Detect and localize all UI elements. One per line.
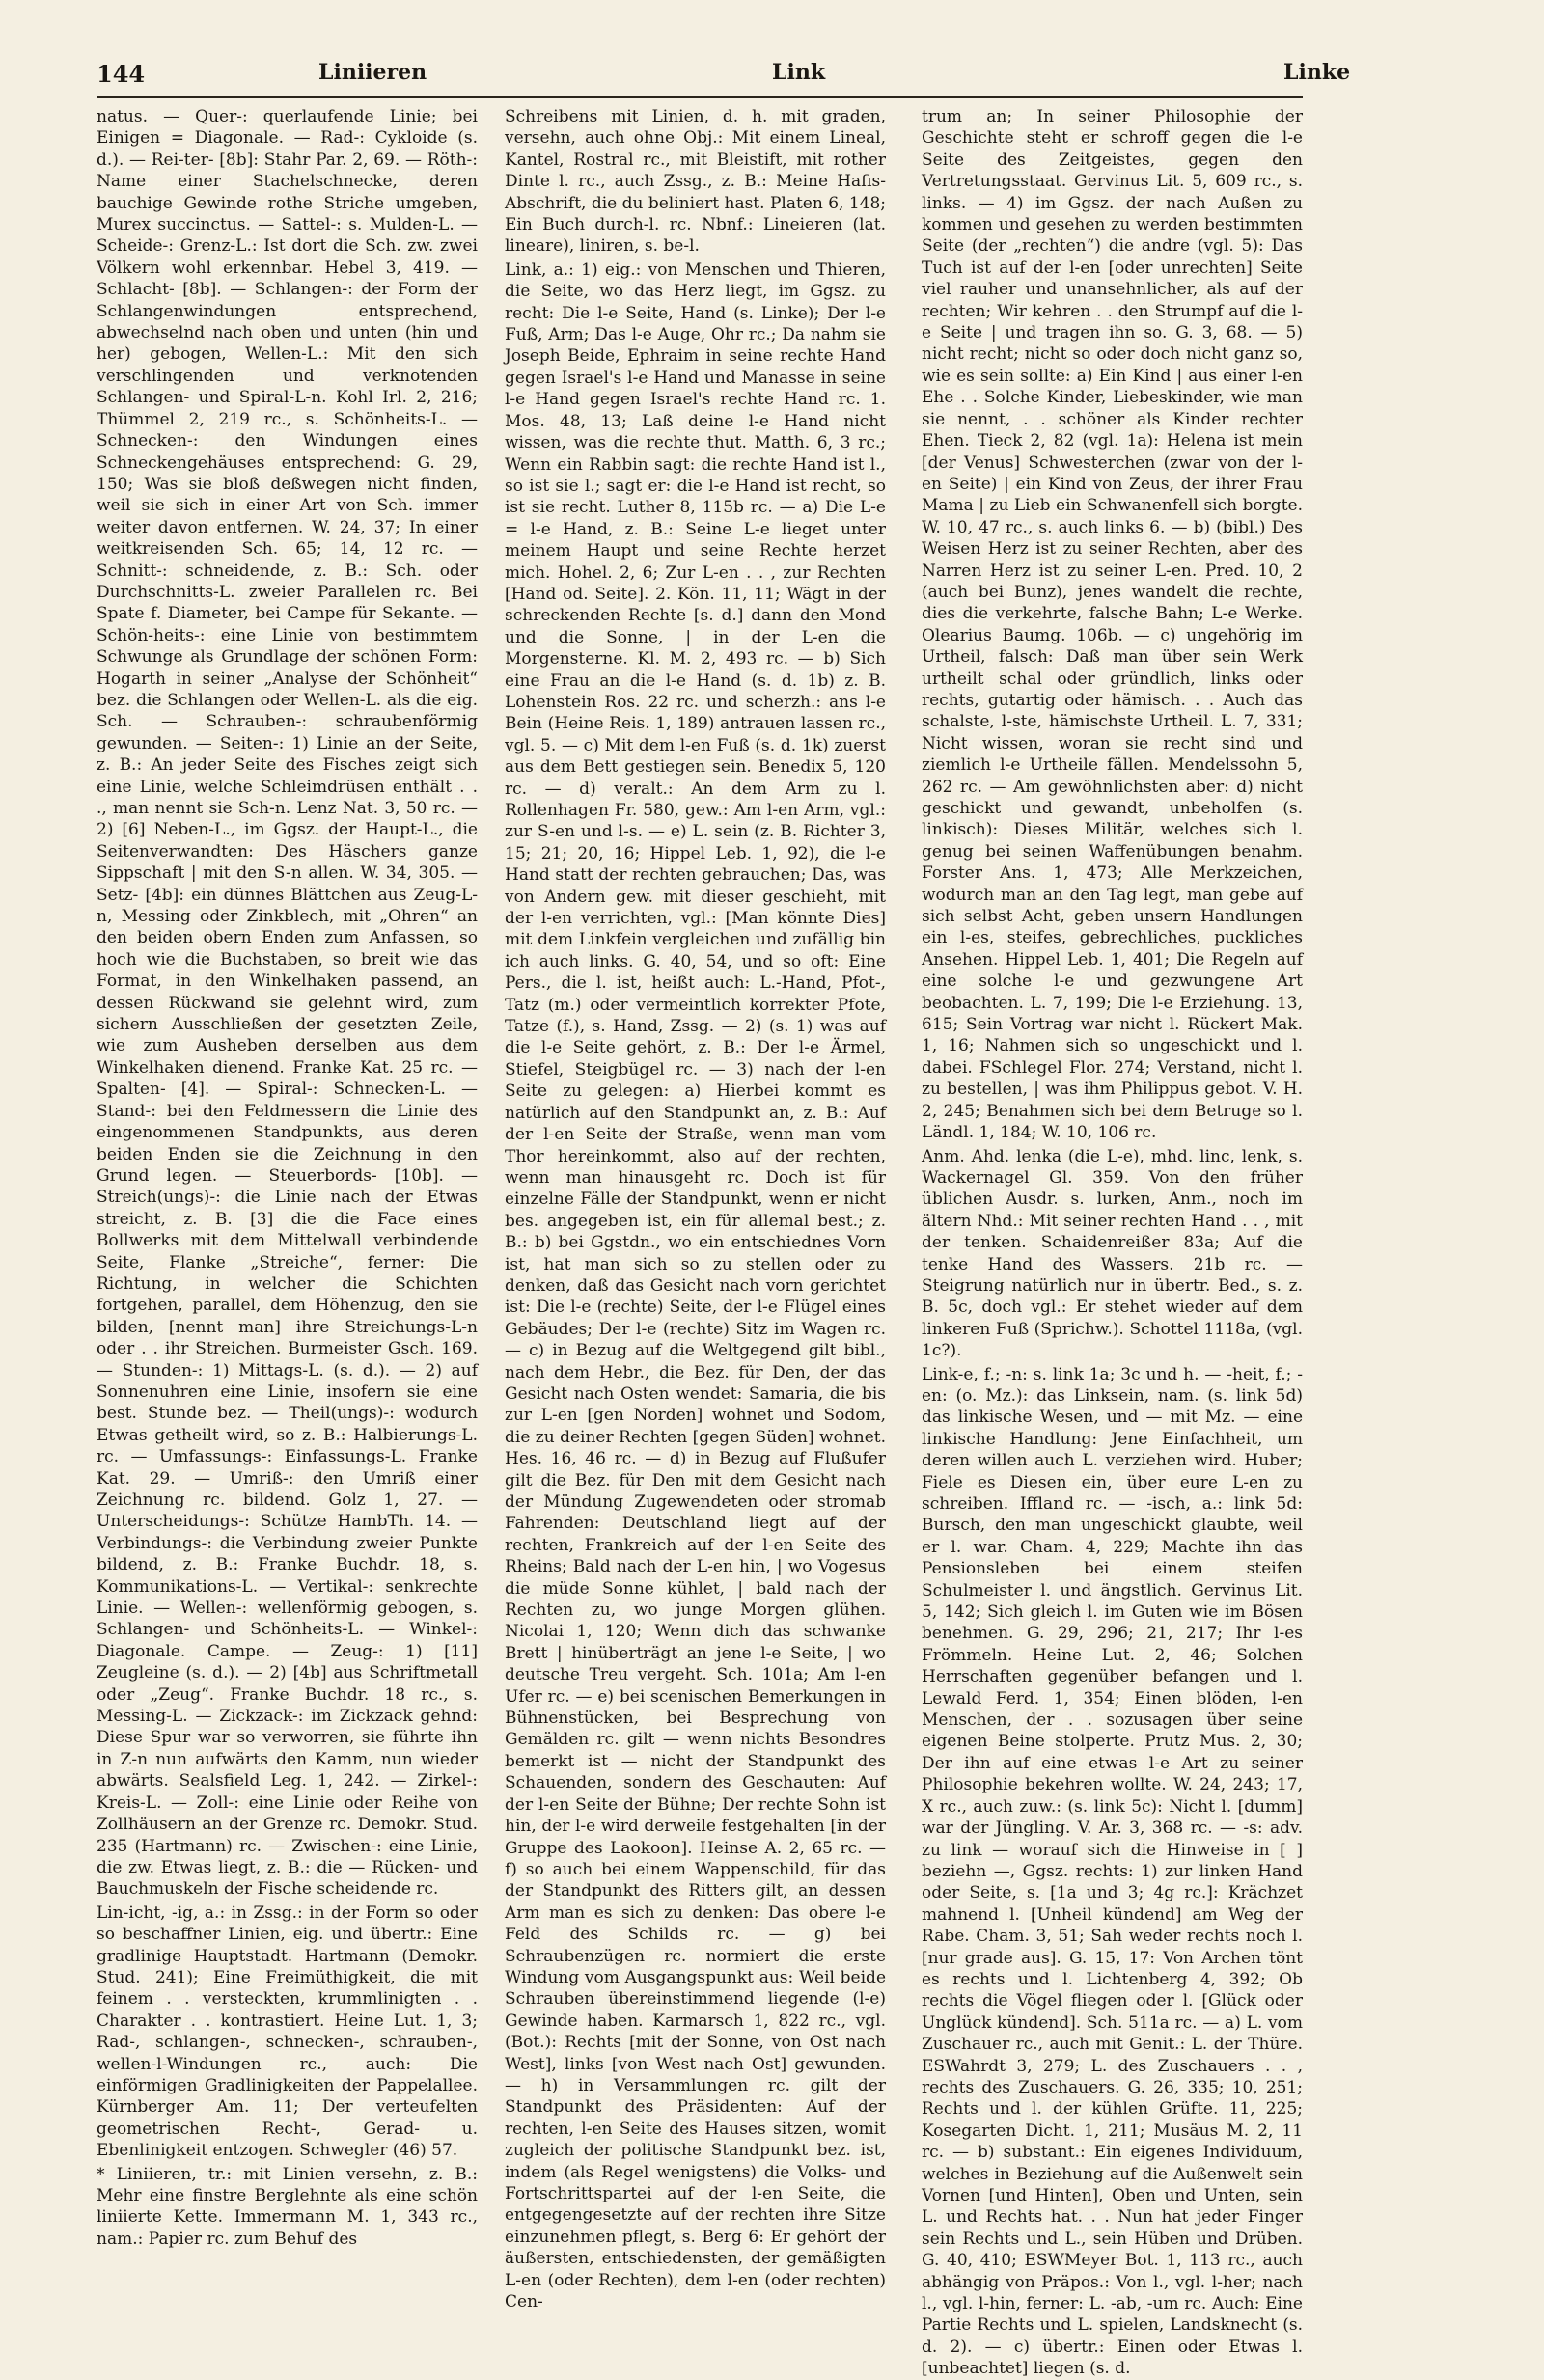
entry-liniieren-continued: Schreibens mit Linien, d. h. mit graden, versehn, auch ohne Obj.: Mit einem Lineal, Kantel, Rostral rc., mit Bleistift, mit rother Dinte l. rc., auch Zssg., z. B.: Meine Hafis-Abschrift, die du beliniert hast. Platen 6, 148; Ein Buch durch-l. rc. Nbnf.: Lineieren (lat. lineare), liniren, s. be-l. <box>505 107 886 257</box>
column-2 <box>505 106 886 2312</box>
entry-linicht: Lin-icht, -ig, a.: in Zssg.: in der Form so oder so beschaffner Linien, eig. und übertr.: Eine gradlinige Hauptstadt. Hartmann (Demokr. Stud. 241); Eine Freimüthigkeit, die mit feinem . . versteckten, krummlinigten . . Charakter . . kontrastiert. Heine Lut. 1, 3; Rad-, schlangen-, schnecken-, schrauben-, wellen-l-Windungen rc., auch: Die einförmigen Gradlinigkeiten der Pappelallee. Kürnberger Am. 11; Der verteufelten geometrischen Recht-, Gerad- u. Ebenlinigkeit entzogen. Schwegler (46) 57. <box>96 1902 478 2161</box>
header-rule <box>96 96 1303 98</box>
entry-linke: Link-e, f.; -n: s. link 1a; 3c und h. — -heit, f.; -en: (o. Mz.): das Linksein, nam. (s. link 5d) das linkische Wesen, und — mit Mz. — eine linkische Handlung: Jene Einfachheit, um deren willen auch L. verziehen wird. Huber; Fiele es Diesen ein, über eure L-en zu schreiben. Iffland rc. — -isch, a.: link 5d: Bursch, den man ungeschickt glaubte, weil er l. war. Cham. 4, 229; Machte ihn das Pensionsleben bei einem steifen Schulmeister l. und ängstlich. Gervinus Lit. 5, 142; Sich gleich l. im Guten wie im Bösen benehmen. G. 29, 296; 21, 217; Ihr l-es Frömmeln. Heine Lut. 2, 46; Solchen Herrschaften gegenüber befangen und l. Lewald Ferd. 1, 354; Einen blöden, l-en Menschen, der . . sozusagen über seine eigenen Beine stolperte. Prutz Mus. 2, 30; Der ihn auf eine etwas l-e Art zu seiner Philosophie bekehren wollte. W. 24, 243; 17, X rc., auch zuw.: (s. link 5c): Nicht l. [dumm] war der Jüngling. V. Ar. 3, 368 rc. — -s: adv. zu link — worauf sich die Hinweise in [ ] beziehn —, Ggsz. rechts: 1) zur linken Hand oder Seite, s. [1a und 3; 4g rc.]: Krächzet mahnend l. [Unheil kündend] am Weg der Rabe. Cham. 3, 51; Sah weder rechts noch l. [nur grade aus]. G. 15, 17: Von Archen tönt es rechts und l. Lichtenberg 4, 392; Ob rechts die Vögel fliegen oder l. [Glück oder Unglück kündend]. Sch. 511a rc. — a) L. vom Zuschauer rc., auch mit Genit.: L. der Thüre. ESWahrdt 3, 279; L. des Zuschauers . . , rechts des Zuschauers. G. 26, 335; 10, 251; Rechts und l. der kühlen Grüfte. 11, 225; Kosegarten Dicht. 1, 211; Musäus M. 2, 11 rc. — b) substant.: Ein eigenes Individuum, welches in Beziehung auf die Außenwelt sein Vornen [und Hinten], Oben und Unten, sein L. und Rechts hat. . . Nun hat jeder Finger sein Rechts und L., sein Hüben und Drüben. G. 40, 410; ESWMeyer Bot. 1, 113 rc., auch abhängig von Präpos.: Von l., vgl. l-her; nach l., vgl. l-hin, ferner: L. -ab, -um rc. Auch: Eine Partie Rechts und L. spielen, Landsknecht (s. d. 2). — c) übertr.: Einen oder Etwas l. [unbeachtet] liegen (s. d. <box>922 1364 1303 2379</box>
entry-link-annotation: Anm. Ahd. lenka (die L-e), mhd. linc, lenk, s. Wackernagel Gl. 359. Von den früher üblichen Ausdr. s. lurken, Anm., noch im ältern Nhd.: Mit seiner rechten Hand . . , mit der tenken. Schaidenreißer 83a; Auf die tenke Hand des Wassers. 21b rc. — Steigrung natürlich nur in übertr. Bed., s. z. B. 5c, doch vgl.: Er stehet wieder auf dem linkeren Fuß (Sprichw.). Schottel 1118a, (vgl. 1c?). <box>922 1146 1303 1361</box>
column-1 <box>96 106 478 2249</box>
page-header <box>96 60 1351 96</box>
dictionary-columns <box>96 106 1303 2379</box>
entry-compounds-linie: natus. — Quer-: querlaufende Linie; bei Einigen = Diagonale. — Rad-: Cykloide (s. d.). — Rei-ter- [8b]: Stahr Par. 2, 69. — Röth-: Name einer Stachelschnecke, deren bauchige Gewinde rothe Striche umgeben, Murex succinctus. — Sattel-: s. Mulden-L. — Scheide-: Grenz-L.: Ist dort die Sch. zw. zwei Völkern wohl erkennbar. Hebel 3, 419. — Schlacht- [8b]. — Schlangen-: der Form der Schlangenwindungen entsprechend, abwechselnd nach oben und unten (hin und her) gebogen, Wellen-L.: Mit den sich verschlingenden und verknotenden Schlangen- und Spiral-L-n. Kohl Irl. 2, 216; Thümmel 2, 219 rc., s. Schönheits-L. — Schnecken-: den Windungen eines Schneckengehäuses entsprechend: G. 29, 150; Was sie bloß deßwegen nicht finden, weil sie sich in einer Art von Sch. immer weiter davon entfernen. W. 24, 37; In einer weitkreisenden Sch. 65; 14, 12 rc. — Schnitt-: schneidende, z. B.: Sch. oder Durchschnitts-L. zweier Parallelen rc. Bei Spate f. Diameter, bei Campe für Sekante. — Schön-heits-: eine Linie von bestimmtem Schwunge als Grundlage der schönen Form: Hogarth in seiner „Analyse der Schönheit“ bez. die Schlangen oder Wellen-L. als die eig. Sch. — Schrauben-: schraubenförmig gewunden. — Seiten-: 1) Linie an der Seite, z. B.: An jeder Seite des Fisches zeigt sich eine Linie, welche Schleimdrüsen enthält . . ., man nennt sie Sch-n. Lenz Nat. 3, 50 rc. — 2) [6] Neben-L., im Ggsz. der Haupt-L., die Seitenverwandten: Des Häschers ganze Sippschaft | mit den S-n allen. W. 34, 305. — Setz- [4b]: ein dünnes Blättchen aus Zeug-L-n, Messing oder Zinkblech, mit „Ohren“ an den beiden obern Enden zum Anfassen, so hoch wie die Buchstaben, so breit wie das Format, in den Winkelhaken passend, an dessen Rückwand sie gelehnt wird, zum sichern Ausschließen der gesetzten Zeile, wie zum Ausheben derselben aus dem Winkelhaken dienend. Franke Kat. 25 rc. — Spalten- [4]. — Spiral-: Schnecken-L. — Stand-: bei den Feldmessern die Linie des eingenommenen Standpunkts, aus deren beiden Enden sie die Zeichnung in den Grund legen. — Steuerbords- [10b]. — Streich(ungs)-: die Linie nach der Etwas streicht, z. B. [3] die die Face eines Bollwerks mit dem Mittelwall verbindende Seite, Flanke „Streiche“, ferner: Die Richtung, in welcher die Schichten fortgehen, parallel, dem Höhenzug, den sie bilden, [nennt man] ihre Streichungs-L-n oder . . ihr Streichen. Burmeister Gsch. 169. — Stunden-: 1) Mittags-L. (s. d.). — 2) auf Sonnenuhren eine Linie, insofern sie eine best. Stunde bez. — Theil(ungs)-: wodurch Etwas getheilt wird, so z. B.: Halbierungs-L. rc. — Umfassungs-: Einfassungs-L. Franke Kat. 29. — Umriß-: den Umriß einer Zeichnung rc. bildend. Golz 1, 27. — Unterscheidungs-: Schütze HambTh. 14. — Verbindungs-: die Verbindung zweier Punkte bildend, z. B.: Franke Buchdr. 18, s. Kommunikations-L. — Vertikal-: senkrechte Linie. — Wellen-: wellenförmig gebogen, s. Schlangen- und Schönheits-L. — Winkel-: Diagonale. Campe. — Zeug-: 1) [11] Zeugleine (s. d.). — 2) [4b] aus Schriftmetall oder „Zeug“. Franke Buchdr. 18 rc., s. Messing-L. — Zickzack-: im Zickzack gehnd: Diese Spur war so verworren, sie führte ihn in Z-n nun aufwärts den Kamm, nun wieder abwärts. Sealsfield Leg. 1, 242. — Zirkel-: Kreis-L. — Zoll-: eine Linie oder Reihe von Zollhäusern an der Grenze rc. Demokr. Stud. 235 (Hartmann) rc. — Zwischen-: eine Linie, die zw. Etwas liegt, z. B.: die — Rücken- und Bauchmuskeln der Fische scheidende rc. <box>96 107 478 1900</box>
header-center-catchword: Link <box>772 60 826 85</box>
page-number: 144 <box>96 60 146 88</box>
header-left-catchword: Liniieren <box>318 60 427 85</box>
column-3 <box>922 106 1303 2379</box>
entry-link: Link, a.: 1) eig.: von Menschen und Thieren, die Seite, wo das Herz liegt, im Ggsz. zu recht: Die l-e Seite, Hand (s. Linke); Der l-e Fuß, Arm; Das l-e Auge, Ohr rc.; Da nahm sie Joseph Beide, Ephraim in seine rechte Hand gegen Israel's l-e Hand und Manasse in seine l-e Hand gegen Israel's rechte Hand rc. 1. Mos. 48, 13; Laß deine l-e Hand nicht wissen, was die rechte thut. Matth. 6, 3 rc.; Wenn ein Rabbin sagt: die rechte Hand ist l., so ist sie l.; sagt er: die l-e Hand ist recht, so ist sie recht. Luther 8, 115b rc. — a) Die L-e = l-e Hand, z. B.: Seine L-e lieget unter meinem Haupt und seine Rechte herzet mich. Hohel. 2, 6; Zur L-en . . , zur Rechten [Hand od. Seite]. 2. Kön. 11, 11; Wägt in der schreckenden Rechte [s. d.] dann den Mond und die Sonne, | in der L-en die Morgensterne. Kl. M. 2, 493 rc. — b) Sich eine Frau an die l-e Hand (s. d. 1b) z. B. Lohenstein Ros. 22 rc. und scherzh.: ans l-e Bein (Heine Reis. 1, 189) antrauen lassen rc., vgl. 5. — c) Mit dem l-en Fuß (s. d. 1k) zuerst aus dem Bett gestiegen sein. Benedix 5, 120 rc. — d) veralt.: An dem Arm zu l. Rollenhagen Fr. 580, gew.: Am l-en Arm, vgl.: zur S-en und l-s. — e) L. sein (z. B. Richter 3, 15; 21; 20, 16; Hippel Leb. 1, 92), die l-e Hand statt der rechten gebrauchen; Das, was von Andern gew. mit dieser geschieht, mit der l-en verrichten, vgl.: [Man könnte Dies] mit dem Linkfein vergleichen und zufällig bin ich auch links. G. 40, 54, und so oft: Eine Pers., die l. ist, heißt auch: L.-Hand, Pfot-, Tatz (m.) oder vermeintlich korrekter Pfote, Tatze (f.), s. Hand, Zssg. — 2) (s. 1) was auf die l-e Seite gehört, z. B.: Der l-e Ärmel, Stiefel, Steigbügel rc. — 3) nach der l-en Seite zu gelegen: a) Hierbei kommt es natürlich auf den Standpunkt an, z. B.: Auf der l-en Seite der Straße, wenn man vom Thor hereinkommt, also auf der rechten, wenn man hinausgeht rc. Doch ist für einzelne Fälle der Standpunkt, wenn er nicht bes. angegeben ist, ein für allemal best.; z. B.: b) bei Ggstdn., wo ein entschiednes Vorn ist, hat man sich so zu stellen oder zu denken, daß das Gesicht nach vorn gerichtet ist: Die l-e (rechte) Seite, der l-e Flügel eines Gebäudes; Der l-e (rechte) Sitz im Wagen rc. — c) in Bezug auf die Weltgegend gilt bibl., nach dem Hebr., die Bez. für Den, der das Gesicht nach Osten wendet: Samaria, die bis zur L-en [gen Norden] wohnet und Sodom, die zu deiner Rechten [gegen Süden] wohnet. Hes. 16, 46 rc. — d) in Bezug auf Flußufer gilt die Bez. für Den mit dem Gesicht nach der Mündung Zugewendeten oder stromab Fahrenden: Deutschland liegt auf der rechten, Frankreich auf der l-en Seite des Rheins; Bald nach der L-en hin, | wo Vogesus die müde Sonne kühlet, | bald nach der Rechten zu, wo junge Morgen glühen. Nicolai 1, 120; Wenn dich das schwanke Brett | hinüberträgt an jene l-e Seite, | wo deutsche Treu vergeht. Sch. 101a; Am l-en Ufer rc. — e) bei scenischen Bemerkungen in Bühnenstücken, bei Besprechung von Gemälden rc. gilt — wenn nichts Besondres bemerkt ist — nicht der Standpunkt des Schauenden, sondern des Geschauten: Auf der l-en Seite der Bühne; Der rechte Sohn ist hin, der l-e wird derweile festgehalten [in der Gruppe des Laokoon]. Heinse A. 2, 65 rc. — f) so auch bei einem Wappenschild, für das der Standpunkt des Ritters gilt, an dessen Arm man es sich zu denken: Das obere l-e Feld des Schilds rc. — g) bei Schraubenzügen rc. normiert die erste Windung vom Ausgangspunkt aus: Weil beide Schrauben übereinstimmend liegende (l-e) Gewinde haben. Karmarsch 1, 822 rc., vgl. (Bot.): Rechts [mit der Sonne, von Ost nach West], links [von West nach Ost] gewunden. — h) in Versammlungen rc. gilt der Standpunkt des Präsidenten: Auf der rechten, l-en Seite des Hauses sitzen, womit zugleich der politische Standpunkt bez. ist, indem (als Regel wenigstens) die Volks- und Fortschrittspartei auf der l-en Seite, die entgegengesetzte auf der rechten ihre Sitze einzunehmen pflegt, s. Berg 6: Er gehört der äußersten, entschiedensten, der gemäßigten L-en (oder Rechten), dem l-en (oder rechten) Cen- <box>505 260 886 2312</box>
entry-liniieren: * Liniieren, tr.: mit Linien versehn, z. B.: Mehr eine finstre Berglehnte als eine schön liniierte Kette. Immermann M. 1, 343 rc., nam.: Papier rc. zum Behuf des <box>96 2164 478 2249</box>
entry-link-continued: trum an; In seiner Philosophie der Geschichte steht er schroff gegen die l-e Seite des Zeitgeistes, gegen den Vertretungsstaat. Gervinus Lit. 5, 609 rc., s. links. — 4) im Ggsz. der nach Außen zu kommen und gesehen zu werden bestimmten Seite (der „rechten“) die andre (vgl. 5): Das Tuch ist auf der l-en [oder unrechten] Seite viel rauher und unansehnlicher, als auf der rechten; Wir kehren . . den Strumpf auf die l-e Seite | und tragen ihn so. G. 3, 68. — 5) nicht recht; nicht so oder doch nicht ganz so, wie es sein sollte: a) Ein Kind | aus einer l-en Ehe . . Solche Kinder, Liebeskinder, wie man sie nennt, . . schöner als Kinder rechter Ehen. Tieck 2, 82 (vgl. 1a): Helena ist mein [der Venus] Schwesterchen (zwar von der l-en Seite) | ein Kind von Zeus, der ihrer Frau Mama | zu Lieb ein Schwanenfell sich borgte. W. 10, 47 rc., s. auch links 6. — b) (bibl.) Des Weisen Herz ist zu seiner Rechten, aber des Narren Herz ist zu seiner L-en. Pred. 10, 2 (auch bei Bunz), jenes wandelt die rechte, dies die verkehrte, falsche Bahn; L-e Werke. Olearius Baumg. 106b. — c) ungehörig im Urtheil, falsch: Daß man über sein Werk urtheilt schal oder gründlich, links oder rechts, gutartig oder hämisch. . . Auch das schalste, l-ste, hämischste Urtheil. L. 7, 331; Nicht wissen, woran sie recht sind und ziemlich l-e Urtheile fällen. Mendelssohn 5, 262 rc. — Am gewöhnlichsten aber: d) nicht geschickt und gewandt, unbeholfen (s. linkisch): Dieses Militär, welches sich l. genug bei seinen Waffenübungen benahm. Forster Ans. 1, 473; Alle Merkzeichen, wodurch man an den Tag legt, man gebe auf sich selbst Acht, geben unsern Handlungen ein l-es, steifes, gebrechliches, puckliches Ansehen. Hippel Leb. 1, 401; Die Regeln auf eine solche l-e und gezwungene Art beobachten. L. 7, 199; Die l-e Erziehung. 13, 615; Sein Vortrag war nicht l. Rückert Mak. 1, 16; Nahmen sich so ungeschickt und l. dabei. FSchlegel Flor. 274; Verstand, nicht l. zu bestellen, | was ihm Philippus gebot. V. H. 2, 245; Benahmen sich bei dem Betruge so l. Ländl. 1, 184; W. 10, 106 rc. <box>922 107 1303 1143</box>
header-right-catchword: Linke <box>1283 60 1351 85</box>
